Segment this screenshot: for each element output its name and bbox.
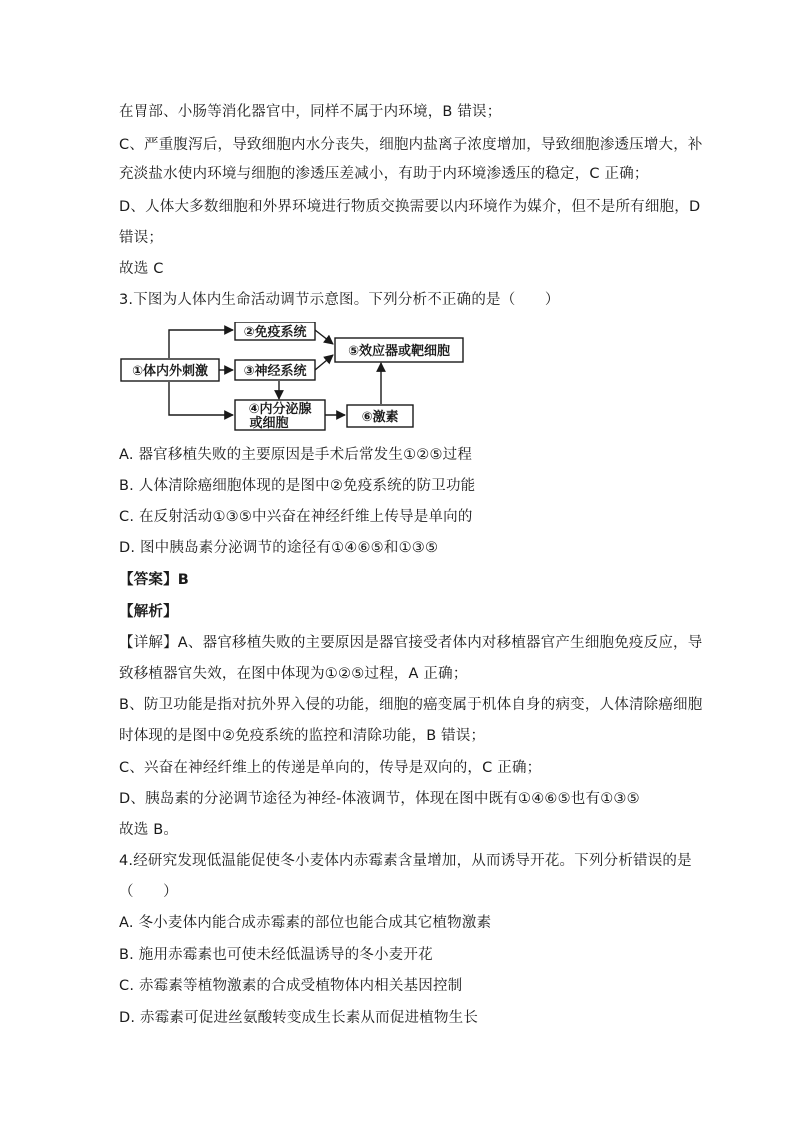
text-line: B、防卫功能是指对抗外界入侵的功能，细胞的癌变属于机体自身的病变，人体清除癌细胞 [119,697,703,713]
box-endocrine-gland-label-1: ④内分泌腺 [248,402,312,417]
box-effector-label: ⑤效应器或靶细胞 [347,344,451,359]
text-line: D、人体大多数细胞和外界环境进行物质交换需要以内环境作为媒介，但不是所有细胞，D [119,199,701,215]
arrow-1-to-4 [169,382,233,415]
question-4-stem: 4.经研究发现低温能促使冬小麦体内赤霉素含量增加，从而诱导开花。下列分析错误的是 [119,853,692,869]
box-hormone-label: ⑥激素 [361,410,399,425]
analysis-label: 【解析】 [119,604,178,620]
answer-label: 【答案】B [119,572,190,588]
text-line: C、兴奋在神经纤维上的传递是单向的，传导是双向的，C 正确； [119,760,542,776]
text-line: 故选 C [119,261,164,277]
question-4-paren: （ ） [119,884,178,900]
text-line: 故选 B。 [119,822,179,838]
arrow-2-to-5 [315,330,333,344]
option-d: D. 图中胰岛素分泌调节的途径有①④⑥⑤和①③⑤ [119,540,439,556]
option-b: B. 人体清除癌细胞体现的是图中②免疫系统的防卫功能 [119,478,476,494]
option-b: B. 施用赤霉素也可使未经低温诱导的冬小麦开花 [119,947,433,963]
option-a: A. 冬小麦体内能合成赤霉素的部位也能合成其它植物激素 [119,915,492,931]
box-endocrine-gland-label-2: 或细胞 [249,416,289,431]
arrow-1-to-2 [169,330,233,358]
text-line: 充淡盐水使内环境与细胞的渗透压差减小，有助于内环境渗透压的稳定，C 正确； [119,166,649,182]
regulation-diagram [119,322,479,432]
text-line: 错误； [119,230,164,246]
arrow-3-to-5 [315,355,333,370]
text-line: 【详解】A、器官移植失败的主要原因是器官接受者体内对移植器官产生细胞免疫反应，导 [119,635,703,651]
text-line: D、胰岛素的分泌调节途径为神经-体液调节，体现在图中既有①④⑥⑤也有①③⑤ [119,791,640,807]
question-3-stem: 3.下图为人体内生命活动调节示意图。下列分析不正确的是（ ） [119,292,560,308]
text-line: 在胃部、小肠等消化器官中，同样不属于内环境，B 错误； [119,104,502,120]
option-d: D. 赤霉素可促进丝氨酸转变成生长素从而促进植物生长 [119,1010,479,1026]
option-c: C. 在反射活动①③⑤中兴奋在神经纤维上传导是单向的 [119,509,473,525]
option-a: A. 器官移植失败的主要原因是手术后常发生①②⑤过程 [119,447,473,463]
option-c: C. 赤霉素等植物激素的合成受植物体内相关基因控制 [119,978,463,994]
text-line: C、严重腹泻后，导致细胞内水分丧失，细胞内盐离子浓度增加，导致细胞渗透压增大，补 [119,137,703,153]
text-line: 致移植器官失效，在图中体现为①②⑤过程，A 正确； [119,666,468,682]
box-nervous-system-label: ③神经系统 [243,364,307,379]
box-immune-system-label: ②免疫系统 [243,325,307,340]
text-line: 时体现的是图中②免疫系统的监控和清除功能，B 错误； [119,728,486,744]
box-stimulus-label: ①体内外刺激 [131,364,209,379]
